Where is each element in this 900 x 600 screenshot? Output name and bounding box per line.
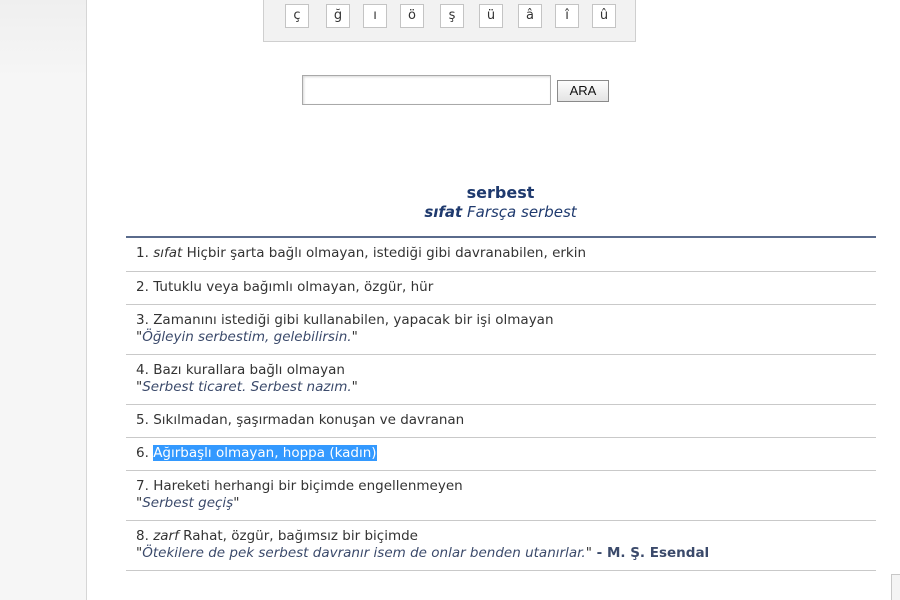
char-button-s-cedilla[interactable]: ş xyxy=(440,4,464,28)
meaning-text: Tutuklu veya bağımlı olmayan, özgür, hür xyxy=(153,279,434,295)
meaning-text: Bazı kurallara bağlı olmayan xyxy=(153,362,345,378)
meaning-example: "Serbest ticaret. Serbest nazım." xyxy=(136,379,358,395)
meaning-text-line xyxy=(136,528,418,544)
search-input[interactable] xyxy=(302,75,551,105)
meaning-item-4 xyxy=(126,355,876,405)
meaning-author: M. Ş. Esendal xyxy=(606,545,710,561)
char-button-c-cedilla[interactable]: ç xyxy=(285,4,309,28)
entry-pos: sıfat xyxy=(424,203,463,221)
scrollbar-corner[interactable] xyxy=(891,574,900,600)
meaning-text: Sıkılmadan, şaşırmadan konuşan ve davranan xyxy=(153,412,465,428)
meaning-text-line xyxy=(136,445,377,461)
meaning-number: 8. xyxy=(136,528,149,544)
meaning-item-1 xyxy=(126,238,876,272)
special-char-panel xyxy=(263,0,636,42)
meaning-number: 3. xyxy=(136,312,149,328)
entry-pos-origin xyxy=(0,203,900,221)
meaning-text-line xyxy=(136,362,345,378)
left-gutter-shade xyxy=(0,0,86,80)
meaning-text: Hiçbir şarta bağlı olmayan, istediği gibi davranabilen, erkin xyxy=(186,245,587,261)
char-button-u-umlaut[interactable]: ü xyxy=(479,4,503,28)
char-button-g-breve[interactable]: ğ xyxy=(326,4,350,28)
char-button-u-circumflex[interactable]: û xyxy=(592,4,616,28)
meaning-text-line xyxy=(136,279,433,295)
meaning-example: "Serbest geçiş" xyxy=(136,495,240,511)
char-button-i-circumflex[interactable]: î xyxy=(555,4,579,28)
meaning-item-7 xyxy=(126,471,876,521)
meaning-text-line xyxy=(136,478,463,494)
meaning-number: 2. xyxy=(136,279,149,295)
meaning-text-line xyxy=(136,412,464,428)
search-button[interactable]: ARA xyxy=(557,80,609,102)
meaning-item-6 xyxy=(126,438,876,471)
left-divider xyxy=(86,0,87,600)
char-button-a-circumflex[interactable]: â xyxy=(518,4,542,28)
meaning-text: Zamanını istediği gibi kullanabilen, yapacak bir işi olmayan xyxy=(153,312,554,328)
meaning-number: 7. xyxy=(136,478,149,494)
left-gutter xyxy=(0,0,86,600)
meaning-number: 1. xyxy=(136,245,149,261)
meaning-item-8 xyxy=(126,521,876,571)
entry-headword: serbest xyxy=(466,183,535,202)
meaning-pos: sıfat xyxy=(153,245,183,261)
meaning-example: "Öğleyin serbestim, gelebilirsin." xyxy=(136,329,358,345)
meaning-example: "Ötekilere de pek serbest davranır isem de onlar benden utanırlar." - M. Ş. Esendal xyxy=(136,545,710,561)
meaning-number: 6. xyxy=(136,445,149,461)
char-button-o-umlaut[interactable]: ö xyxy=(400,4,424,28)
meaning-item-2 xyxy=(126,272,876,305)
meaning-number: 5. xyxy=(136,412,149,428)
meaning-item-5 xyxy=(126,405,876,438)
char-button-dotless-i[interactable]: ı xyxy=(363,4,387,28)
meaning-text: Rahat, özgür, bağımsız bir biçimde xyxy=(183,528,418,544)
entry-origin: Farsça serbest xyxy=(467,203,577,221)
selected-meaning-text[interactable]: Ağırbaşlı olmayan, hoppa (kadın) xyxy=(153,445,377,461)
meaning-text: Hareketi herhangi bir biçimde engellenmeyen xyxy=(153,478,463,494)
meaning-text-line xyxy=(136,312,554,328)
meaning-number: 4. xyxy=(136,362,149,378)
meaning-text-line xyxy=(136,245,586,261)
meaning-pos: zarf xyxy=(153,528,179,544)
meaning-item-3 xyxy=(126,305,876,355)
